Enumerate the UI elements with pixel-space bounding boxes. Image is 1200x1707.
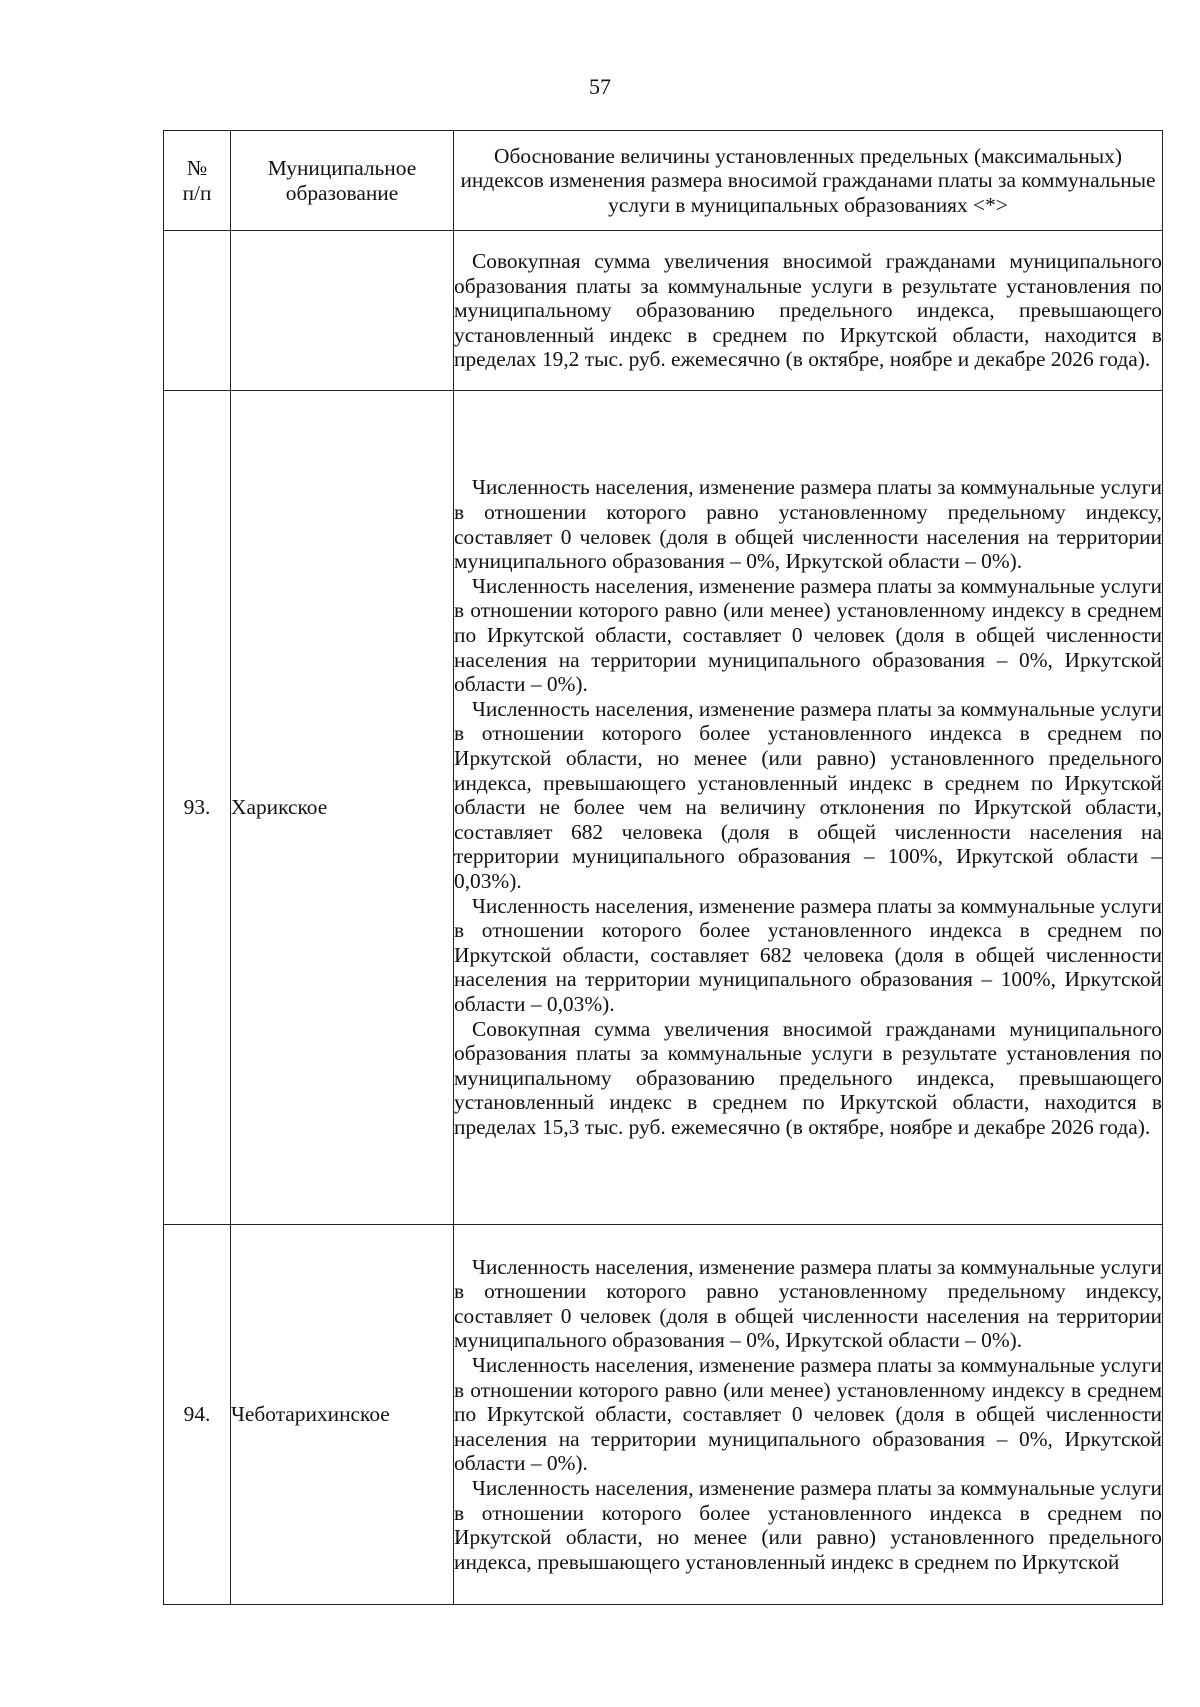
justification-paragraph: Численность населения, изменение размера платы за коммунальные услуги в отношении которого более установленного индекса в среднем по Иркутской области, составляет 682 человека (доля в общей численности населения на территории муниципального образования – 100%, Иркутской области – 0,03%). (454, 893, 1162, 1016)
header-num-label: № п/п (182, 155, 212, 205)
justification-paragraph: Совокупная сумма увеличения вносимой гражданами муниципального образования платы за коммунальные услуги в результате установления по муниципальному образованию предельного индекса, превышающего установленный индекс в среднем по Иркутской области, находится в пределах 15,3 тыс. руб. ежемесячно (в октябре, ноябре и декабре 2026 года). (454, 1016, 1162, 1139)
row-municipality: Харикское (231, 391, 454, 1225)
justification-paragraph: Численность населения, изменение размера платы за коммунальные услуги в отношении которого более установленного индекса в среднем по Иркутской области, но менее (или равно) установленного предельного индекса, превышающего установленный индекс в среднем по Иркутской (454, 1475, 1162, 1574)
header-municipality (231, 131, 454, 231)
justification-paragraph: Численность населения, изменение размера платы за коммунальные услуги в отношении которого равно установленному предельному индексу, составляет 0 человек (доля в общей численности населения на территории муниципального образования – 0%, Иркутской области – 0%). (454, 1254, 1162, 1353)
header-justification-label: Обоснование величины установленных предельных (максимальных) индексов изменения размера вносимой гражданами платы за коммунальные услуги в муниципальных образованиях <*> (460, 143, 1156, 217)
header-justification (454, 131, 1163, 231)
table-row (164, 231, 1163, 391)
justification-paragraph: Совокупная сумма увеличения вносимой гражданами муниципального образования платы за коммунальные услуги в результате установления по муниципальному образованию предельного индекса, превышающего установленный индекс в среднем по Иркутской области, находится в пределах 19,2 тыс. руб. ежемесячно (в октябре, ноябре и декабре 2026 года). (454, 249, 1162, 372)
header-municipality-label: Муниципальное образование (267, 155, 417, 205)
justification-paragraph: Численность населения, изменение размера платы за коммунальные услуги в отношении которого равно (или менее) установленному индексу в среднем по Иркутской области, составляет 0 человек (доля в общей численности населения на территории муниципального образования – 0%, Иркутской области – 0%). (454, 573, 1162, 697)
row-municipality: Чеботарихинское (231, 1225, 454, 1605)
row-justification (454, 391, 1163, 1225)
row-num: 93. (164, 391, 231, 1225)
page-number: 57 (589, 74, 611, 99)
tariff-index-table (163, 130, 1163, 1605)
row-num: 94. (164, 1225, 231, 1605)
justification-paragraph: Численность населения, изменение размера платы за коммунальные услуги в отношении которого более установленного индекса в среднем по Иркутской области, но менее (или равно) установленного предельного индекса, превышающего установленный индекс в среднем по Иркутской области не более чем на величину отклонения по Иркутской области, составляет 682 человека (доля в общей численности населения на территории муниципального образования – 100%, Иркутской области – 0,03%). (454, 696, 1162, 893)
table-header-row (164, 131, 1163, 231)
justification-paragraph: Численность населения, изменение размера платы за коммунальные услуги в отношении которого равно (или менее) установленному индексу в среднем по Иркутской области, составляет 0 человек (доля в общей численности населения на территории муниципального образования – 0%, Иркутской области – 0%). (454, 1353, 1162, 1476)
header-num (164, 131, 231, 231)
row-justification (454, 231, 1163, 391)
row-num (164, 231, 231, 391)
row-municipality (231, 231, 454, 391)
justification-paragraph: Численность населения, изменение размера платы за коммунальные услуги в отношении которого равно установленному предельному индексу, составляет 0 человек (доля в общей численности населения на территории муниципального образования – 0%, Иркутской области – 0%). (454, 475, 1162, 574)
table-row (164, 1225, 1163, 1605)
row-justification (454, 1225, 1163, 1605)
table-row (164, 391, 1163, 1225)
